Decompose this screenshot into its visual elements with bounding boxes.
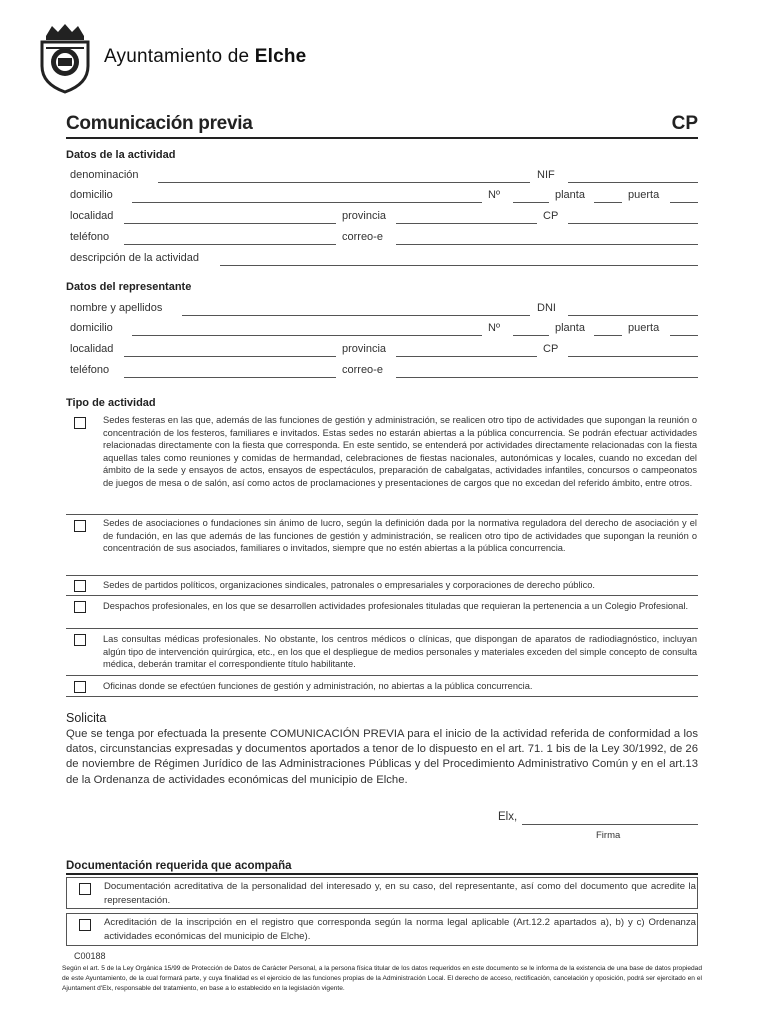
title-rule	[66, 137, 698, 139]
signature-date-field[interactable]	[522, 824, 698, 825]
domicilio-field[interactable]	[132, 202, 482, 203]
tipo-checkbox-oficinas[interactable]	[74, 681, 86, 693]
provincia-label: provincia	[342, 210, 387, 222]
tipo-checkbox-sedes-festeras[interactable]	[74, 417, 86, 429]
puerta-label: puerta	[628, 189, 660, 201]
tipo-separator	[66, 696, 698, 697]
tipo-checkbox-partidos[interactable]	[74, 580, 86, 592]
rep-dni-field[interactable]	[568, 315, 698, 316]
rep-cp-label: CP	[543, 343, 559, 355]
rep-provincia-label: provincia	[342, 343, 387, 355]
legal-notice: Según el art. 5 de la Ley Orgánica 15/99 de Protección de Datos de Carácter Personal, a la persona física titular de los datos requeridos en este documento se le informa de la existencia de una base de datos propiedad de este Ayuntamiento, de la cual formará parte, y cuya finalidad es el ejercicio de las funciones propias de la Administración Local. El derecho de acceso, rectificación, cancelación y oposición, podrá ser ejercitado en el Ajuntament d'Elx, responsable del tratamiento, en base a lo establecido en la legislación vigente.	[62, 965, 702, 992]
documentacion-checkbox-personalidad[interactable]	[79, 883, 91, 895]
rep-puerta-field[interactable]	[670, 335, 698, 336]
provincia-field[interactable]	[396, 223, 537, 224]
denominacion-field[interactable]	[158, 182, 530, 183]
footer-form-code: C00188	[74, 951, 106, 961]
form-title: Comunicación previa	[66, 113, 253, 134]
rep-localidad-field[interactable]	[124, 356, 336, 357]
documentacion-checkbox-inscripcion[interactable]	[79, 919, 91, 931]
tipo-option-consultas: Las consultas médicas profesionales. No obstante, los centros médicos o clínicas, que dispongan de aparatos de radiodiagnóstico, incluyan algún tipo de intervención quirúrgica, etc., en los que el despliegue de medios personales y materiales exceden del simple concepto de consulta médica, deberán tramitar el correspondiente título habilitante.	[103, 634, 697, 670]
domicilio-label: domicilio	[70, 189, 113, 201]
documentacion-text-personalidad: Documentación acreditativa de la personalidad del interesado y, en su caso, del representante, así como del documento que acredite la representación.	[104, 881, 696, 906]
signature-label: Firma	[596, 830, 621, 841]
rep-telefono-label: teléfono	[70, 364, 110, 376]
rep-planta-field[interactable]	[594, 335, 622, 336]
cp-label: CP	[543, 210, 559, 222]
documentacion-heading: Documentación requerida que acompaña	[66, 860, 698, 875]
localidad-field[interactable]	[124, 223, 336, 224]
telefono-label: teléfono	[70, 231, 110, 243]
tipo-option-sedes-festeras: Sedes festeras en las que, además de las funciones de gestión y administración, se realicen otro tipo de actividades que supongan la reunión o concentración de los festeros, familiares e invitados. Estas sedes no estarán abiertas a la pública concurrencia. Se podrán efectuar actividades relacionadas directamente con la fiesta que corresponda. En este sentido, se entenderá por actividades directamente relacionadas con la fiesta aquellas tales como reuniones y comidas de hermandad, celebraciones de fiestas nacionales, autonómicas y locales, cuando no excedan del ámbito de la sede y ensayos de actos, ensayos de espectáculos, preparación de cabalgatas, actividades infantiles, concursos o campeonatos de juegos de mesa o de salón, así como actos de proclamaciones y presentaciones de cargos que no excedan del referido ámbito, entre otros.	[103, 415, 697, 488]
cp-field[interactable]	[568, 223, 698, 224]
tipo-separator	[66, 675, 698, 676]
descripcion-field[interactable]	[220, 265, 698, 266]
telefono-field[interactable]	[124, 244, 336, 245]
form-code: CP	[671, 113, 698, 134]
rep-domicilio-label: domicilio	[70, 322, 113, 334]
rep-numero-label: Nº	[488, 322, 500, 334]
rep-correo-field[interactable]	[396, 377, 698, 378]
rep-cp-field[interactable]	[568, 356, 698, 357]
localidad-label: localidad	[70, 210, 114, 222]
section-representante-heading: Datos del representante	[66, 281, 192, 293]
signature-place: Elx,	[498, 811, 518, 823]
tipo-separator	[66, 575, 698, 576]
denominacion-label: denominación	[70, 169, 139, 181]
rep-correo-label: correo-e	[342, 364, 383, 376]
tipo-checkbox-despachos[interactable]	[74, 601, 86, 613]
documentacion-item	[66, 913, 698, 946]
tipo-checkbox-asociaciones[interactable]	[74, 520, 86, 532]
tipo-separator	[66, 595, 698, 596]
descripcion-label: descripción de la actividad	[70, 252, 200, 264]
solicita-heading: Solicita	[66, 711, 107, 725]
numero-field[interactable]	[513, 202, 549, 203]
section-actividad-heading: Datos de la actividad	[66, 149, 176, 161]
organization-name: Ayuntamiento de Elche	[104, 46, 307, 67]
rep-puerta-label: puerta	[628, 322, 660, 334]
tipo-option-asociaciones: Sedes de asociaciones o fundaciones sin ánimo de lucro, según la definición dada por la normativa reguladora del derecho de asociación y el de fundación, en las que además de las funciones de gestión y administración, se realicen otro tipo de actividades que supongan la reunión o concentración de sus asociados, familiares o invitados, siempre que no estén abiertas a la pública concurrencia.	[103, 518, 697, 554]
rep-domicilio-field[interactable]	[132, 335, 482, 336]
rep-planta-label: planta	[555, 322, 585, 334]
rep-telefono-field[interactable]	[124, 377, 336, 378]
tipo-option-despachos: Despachos profesionales, en los que se desarrollen actividades profesionales tituladas que requieran la pertenencia a un Colegio Profesional.	[103, 601, 689, 611]
rep-provincia-field[interactable]	[396, 356, 537, 357]
nif-label: NIF	[537, 169, 555, 181]
tipo-separator	[66, 628, 698, 629]
planta-label: planta	[555, 189, 585, 201]
correo-label: correo-e	[342, 231, 383, 243]
documentacion-item	[66, 877, 698, 909]
correo-field[interactable]	[396, 244, 698, 245]
rep-nombre-label: nombre y apellidos	[70, 302, 163, 314]
rep-dni-label: DNI	[537, 302, 556, 314]
tipo-option-partidos: Sedes de partidos políticos, organizaciones sindicales, patronales o empresariales y corporaciones de derecho público.	[103, 580, 595, 590]
tipo-option-oficinas: Oficinas donde se efectúen funciones de gestión y administración, no abiertas a la pública concurrencia.	[103, 681, 533, 691]
rep-nombre-field[interactable]	[182, 315, 530, 316]
numero-label: Nº	[488, 189, 500, 201]
solicita-text: Que se tenga por efectuada la presente COMUNICACIÓN PREVIA para el inicio de la actividad referida de conformidad a los datos, circunstancias expresadas y documentos aportados a tenor de lo dispuesto en el art. 71. 1 bis de la Ley 30/1992, de 26 de noviembre de Régimen Jurídico de las Administraciones Públicas y del Procedimiento Administrativo Común y en el art.13 de la Ordenanza de actividades económicas del municipio de Elche.	[66, 728, 698, 786]
puerta-field[interactable]	[670, 202, 698, 203]
documentacion-text-inscripcion: Acreditación de la inscripción en el registro que corresponda según la norma legal aplicable (Art.12.2 apartados a), b) y c) Ordenanza actividades económicas del municipio de Elche).	[104, 917, 696, 942]
rep-numero-field[interactable]	[513, 335, 549, 336]
planta-field[interactable]	[594, 202, 622, 203]
tipo-checkbox-consultas[interactable]	[74, 634, 86, 646]
nif-field[interactable]	[568, 182, 698, 183]
rep-localidad-label: localidad	[70, 343, 114, 355]
section-tipo-heading: Tipo de actividad	[66, 397, 156, 409]
city-seal-logo	[36, 22, 94, 94]
tipo-separator	[66, 514, 698, 515]
